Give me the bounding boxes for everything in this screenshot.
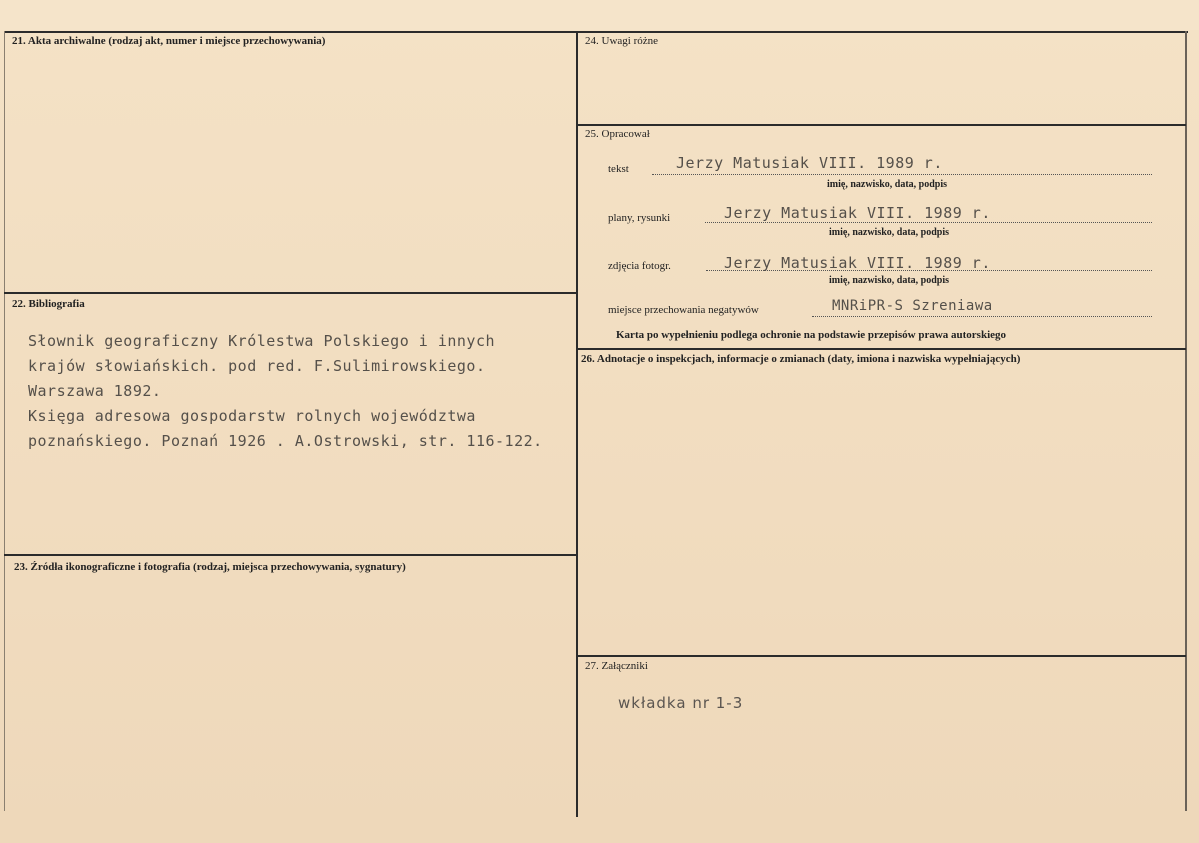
section-21-label: 21. Akta archiwalne (rodzaj akt, numer i miejsce przechowywania)	[12, 35, 326, 47]
negatives-label: miejsce przechowania negatywów	[608, 304, 759, 316]
section-22-label: 22. Bibliografia	[12, 298, 85, 310]
divider-26-27	[578, 655, 1186, 657]
bibliography-line-1: Słownik geograficzny Królestwa Polskiego i innych	[28, 332, 496, 350]
top-strip	[0, 0, 1199, 30]
author-photos-value: Jerzy Matusiak VIII. 1989 r.	[724, 254, 991, 272]
top-rule	[4, 31, 1188, 33]
author-plans-caption: imię, nazwisko, data, podpis	[829, 227, 950, 238]
section-24-label: 24. Uwagi różne	[585, 35, 659, 47]
author-plans-label: plany, rysunki	[608, 212, 671, 224]
author-text-label: tekst	[608, 163, 629, 175]
copyright-note: Karta po wypełnieniu podlega ochronie na podstawie przepisów prawa autorskiego	[616, 329, 1007, 341]
attachments-value: wkładka nr 1-3	[618, 694, 744, 712]
divider-25-26	[578, 348, 1186, 350]
author-plans-value: Jerzy Matusiak VIII. 1989 r.	[724, 204, 991, 222]
left-border	[4, 31, 5, 811]
bibliography-line-5: poznańskiego. Poznań 1926 . A.Ostrowski, str. 116-122.	[28, 432, 543, 450]
section-23-label: 23. Źródła ikonograficzne i fotografia (rodzaj, miejsca przechowywania, sygnatury)	[14, 561, 406, 573]
section-27-label: 27. Załączniki	[585, 660, 648, 672]
divider-24-25	[578, 124, 1186, 126]
negatives-value: MNRiPR-S Szreniawa	[832, 298, 993, 314]
author-text-value: Jerzy Matusiak VIII. 1989 r.	[676, 154, 943, 172]
author-plans-dotline	[705, 222, 1152, 223]
author-photos-caption: imię, nazwisko, data, podpis	[829, 275, 950, 286]
author-text-caption: imię, nazwisko, data, podpis	[827, 179, 948, 190]
divider-21-22	[4, 292, 577, 294]
section-25-label: 25. Opracował	[585, 128, 650, 140]
section-26-label: 26. Adnotacje o inspekcjach, informacje o zmianach (daty, imiona i nazwiska wypełniających)	[581, 353, 1021, 365]
right-border	[1185, 31, 1187, 811]
author-photos-label: zdjęcia fotogr.	[608, 260, 671, 272]
author-text-dotline	[652, 174, 1152, 175]
bibliography-line-4: Księga adresowa gospodarstw rolnych województwa	[28, 407, 476, 425]
center-divider	[576, 31, 578, 817]
bibliography-line-2: krajów słowiańskich. pod red. F.Sulimirowskiego.	[28, 357, 486, 375]
divider-22-23	[4, 554, 577, 556]
bibliography-line-3: Warszawa 1892.	[28, 382, 162, 400]
negatives-dotline	[812, 316, 1152, 317]
